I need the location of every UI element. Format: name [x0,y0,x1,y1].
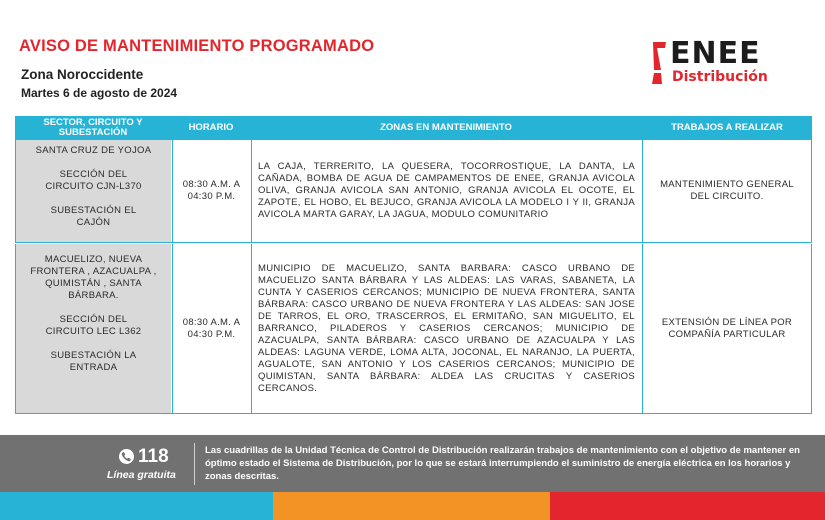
col-horario: HORARIO [188,122,234,133]
trabajos-cell [642,244,812,413]
sector-cell [15,140,171,242]
logo-subtitle: Distribución [672,69,768,85]
date-label: Martes 6 de agosto de 2024 [21,86,178,100]
color-strip-cyan [0,492,273,520]
maintenance-table [15,116,812,414]
color-strip-orange [273,492,550,520]
horario-text: 08:30 A.M. A 04:30 P.M. [182,316,241,340]
trabajos-text: EXTENSIÓN DE LÍNEA POR COMPAÑÍA PARTICULAR [661,316,793,340]
circuit-section: SECCIÓN DEL CIRCUITO LEC L362 [45,314,142,337]
page-title: AVISO DE MANTENIMIENTO PROGRAMADO [19,37,375,55]
substation: SUBESTACIÓN LA ENTRADA [50,350,137,373]
horario-cell [172,244,250,413]
color-strip-red [550,492,825,520]
footer-bar [0,435,825,492]
horario-text: 08:30 A.M. A 04:30 P.M. [182,179,241,202]
logo-word: ENEE [670,36,761,71]
zonas-text: LA CAJA, TERRERITO, LA QUESERA, TOCORROSTIQUE, LA DANTA, LA CAÑADA, BOMBA DE AGUA DE CAMPAMENTOS DE ENEE, GRANJA AVICOLA OLIVA, GRANJA AVICOLA SAN ANTONIO, GRANJA AVICOLA EL OCOTE, EL ZAPOTE, EL HOBO, EL BEJUCO, GRANJA AVICOLA LA MODELO I Y II, GRANJA AVICOLA MARTA GARAY, LA JAGUA, MODULO COMUNITARIO [258,161,635,220]
enee-logo [650,38,800,88]
circuit-section: SECCIÓN DEL CIRCUITO CJN-L370 [45,169,142,192]
zonas-cell [251,140,641,242]
col-sector: SECTOR, CIRCUITO Y SUBESTACIÓN [43,117,143,138]
phone-number[interactable]: 118 [138,446,169,467]
col-zonas: ZONAS EN MANTENIMIENTO [380,122,512,133]
substation: SUBESTACIÓN EL CAJÓN [50,205,137,228]
trabajos-cell [642,140,812,242]
sector-name: SANTA CRUZ DE YOJOA [35,145,152,156]
zonas-text: MUNICIPIO DE MACUELIZO, SANTA BARBARA: CASCO URBANO DE MACUELIZO SANTA BÁRBARA Y LAS ALDEAS: LAS VARAS, SABANETA, LA CUNTA Y CASERIOS CERCANOS; MUNICIPIO DE NUEVA FRONTERA, SANTA BÁRBARA: CASCO URBANO DE NUEVA FRONTERA Y LAS ALDEAS: SAN JOSE DE TARROS, EL ORO, TRASCERROS, EL ERMITAÑO, SAN MIGUELITO, EL BARRANCO, PILADEROS Y CASERIOS CERCANOS; MUNICIPIO DE AZACUALPA, SANTA BÁRBARA: CASCO URBANO DE AZACUALPA Y LAS ALDEAS: LAGUNA VERDE, LOMA ALTA, JOCONAL, EL NARANJO, LA PUERTA, AGUALOTE, SAN ANTONIO Y LOS CASERIOS CERCANOS; MUNICIPIO DE QUIMISTAN, SANTA BÁRBARA: ALDEA LAS CRUCITAS Y CASERIOS CERCANOS. [258,262,635,394]
horario-cell [172,140,250,242]
col-trabajos: TRABAJOS A REALIZAR [671,122,783,133]
table-row [15,244,812,414]
footer-notice: Las cuadrillas de la Unidad Técnica de Control de Distribución realizarán trabajos de mantenimiento con el objetivo de mantener en óptimo estado el Sistema de Distribución, por lo que se estará interrumpiendo el suministro de energía eléctrica en los horarios y zonas descritas. [205,445,800,482]
table-header [15,116,812,140]
sector-name: MACUELIZO, NUEVA FRONTERA , AZACUALPA , QUIMISTÁN , SANTA BÁRBARA. [30,254,157,301]
logo-mark-icon [650,40,670,86]
zonas-cell [251,244,641,413]
sector-cell [15,244,171,413]
zone-label: Zona Noroccidente [21,67,144,82]
phone-label: Línea gratuita [107,469,176,481]
footer-divider [194,443,195,485]
table-row [15,140,812,243]
phone-icon [119,449,134,464]
trabajos-text: MANTENIMIENTO GENERAL DEL CIRCUITO. [660,179,794,202]
